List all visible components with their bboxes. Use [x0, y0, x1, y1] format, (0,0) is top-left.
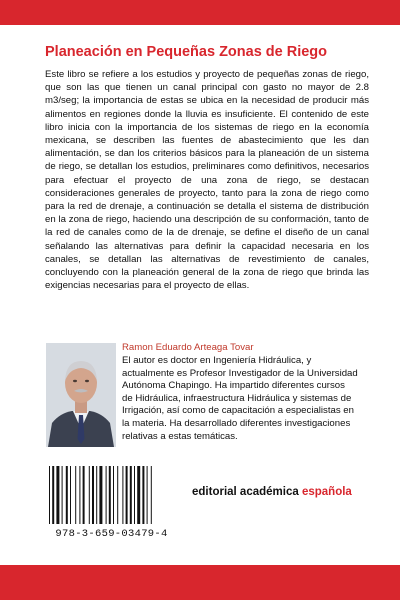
author-name: Ramon Eduardo Arteaga Tovar: [122, 342, 254, 353]
publisher-name-accent: española: [301, 486, 352, 498]
book-title: Planeación en Pequeñas Zonas de Riego: [45, 44, 328, 60]
isbn-number: 978-3-659-03479-4: [55, 528, 168, 540]
book-description: Este libro se refiere a los estudios y proyecto de pequeñas zonas de riego, que son las que tienen un canal principal con gasto no mayor de 2.8 m3/seg; la importancia de estas se ubica en la necesidad de producir más alimentos en regiones donde la lluvia es insuficiente. El contenido de este libro inicia con la importancia de los sistemas de riego en la economía mexicana, se describen las fuentes de abastecimiento que les dan alimentación, se dan los criterios básicos para la planeación de un sistema de riego, se detallan los estudios, preliminares como definitivos, necesarios para efectuar el proyecto de una zona de riego, se destacan consideraciones generales de proyecto, tanto para la zona de riego como para la red de drenaje, a continuación se detalla el sistema de distribución en la zona de riego, haciendo una descripción de su conformación, tanto de la red de canales como de la de drenaje, se define el diseño de un canal señalando las alternativas para definir la capacidad necesaria en los canales, se detallan las alternativas de revestimiento de canales, concluyendo con la planeación general de la zona de riego que brinda las exigencias necesarias para el proyecto de ellas.: [45, 69, 369, 292]
bottom-color-band: [0, 565, 400, 600]
publisher-logo: [192, 486, 382, 498]
author-photo: [46, 343, 116, 447]
publisher-name: editorial académica: [192, 486, 299, 498]
top-color-band: [0, 0, 400, 25]
author-bio: El autor es doctor en Ingeniería Hidráulica, y actualmente es Profesor Investigador de la Universidad Autónoma Chapingo. Ha impartido diferentes cursos de Hidráulica, infraestructura Hidráulica y sistemas de Irrigación, así como de capacitación a especialistas en la materia. Ha desarrollado diferentes investigaciones relativas a estas temáticas.: [122, 355, 358, 442]
